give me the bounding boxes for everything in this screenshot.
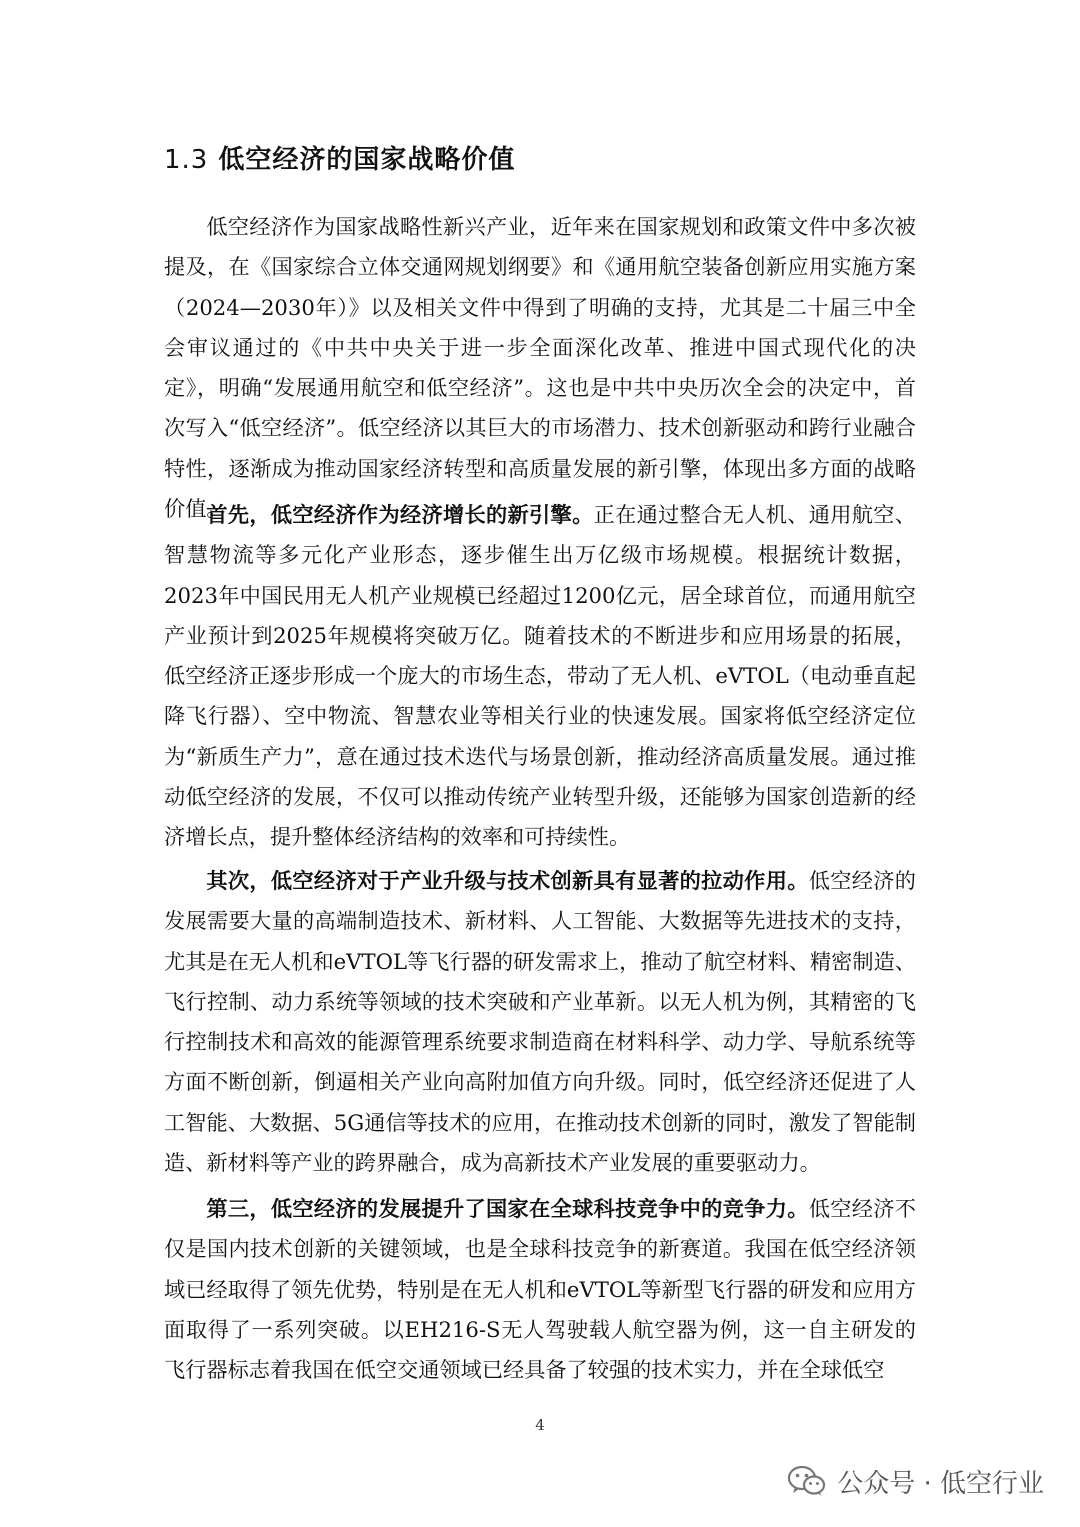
paragraph-text: 低空经济不仅是国内技术创新的关键领域，也是全球科技竞争的新赛道。我国在低空经济领域已经取得了领先优势，特别是在无人机和eVTOL等新型飞行器的研发和应用方面取得了一系列突破。以EH216-S无人驾驶载人航空器为例，这一自主研发的飞行器标志着我国在低空交通领域已经具备了较强的技术实力，并在全球低空: [164, 1196, 916, 1383]
paragraph-text: 正在通过整合无人机、通用航空、智慧物流等多元化产业形态，逐步催生出万亿级市场规模。根据统计数据，2023年中国民用无人机产业规模已经超过1200亿元，居全球首位，而通用航空产业预计到2025年规模将突破万亿。随着技术的不断进步和应用场景的拓展，低空经济正逐步形成一个庞大的市场生态，带动了无人机、eVTOL（电动垂直起降飞行器）、空中物流、智慧农业等相关行业的快速发展。国家将低空经济定位为“新质生产力”，意在通过技术迭代与场景创新，推动经济高质量发展。通过推动低空经济的发展，不仅可以推动传统产业转型升级，还能够为国家创造新的经济增长点，提升整体经济结构的效率和可持续性。: [164, 502, 916, 850]
paragraph-lead: 首先，低空经济作为经济增长的新引擎。: [206, 502, 594, 527]
paragraph-intro: [164, 207, 916, 529]
paragraph-second-point: [164, 861, 916, 1183]
paragraph-text: 低空经济作为国家战略性新兴产业，近年来在国家规划和政策文件中多次被提及，在《国家综合立体交通网规划纲要》和《通用航空装备创新应用实施方案（2024—2030年）》以及相关文件中得到了明确的支持，尤其是二十届三中全会审议通过的《中共中央关于进一步全面深化改革、推进中国式现代化的决定》，明确“发展通用航空和低空经济”。这也是中共中央历次全会的决定中，首次写入“低空经济”。低空经济以其巨大的市场潜力、技术创新驱动和跨行业融合特性，逐渐成为推动国家经济转型和高质量发展的新引擎，体现出多方面的战略价值。: [164, 214, 916, 522]
paragraph-lead: 其次，低空经济对于产业升级与技术创新具有显著的拉动作用。: [206, 868, 809, 893]
page-number: 4: [535, 1416, 545, 1434]
paragraph-text: 低空经济的发展需要大量的高端制造技术、新材料、人工智能、大数据等先进技术的支持，尤其是在无人机和eVTOL等飞行器的研发需求上，推动了航空材料、精密制造、飞行控制、动力系统等领域的技术突破和产业革新。以无人机为例，其精密的飞行控制技术和高效的能源管理系统要求制造商在材料科学、动力学、导航系统等方面不断创新，倒逼相关产业向高附加值方向升级。同时，低空经济还促进了人工智能、大数据、5G通信等技术的应用，在推动技术创新的同时，激发了智能制造、新材料等产业的跨界融合，成为高新技术产业发展的重要驱动力。: [164, 868, 916, 1176]
section-heading: [164, 142, 515, 178]
section-title: 低空经济的国家战略价值: [218, 145, 516, 175]
watermark-text: 公众号 · 低空行业: [837, 1468, 1044, 1499]
paragraph-first-point: [164, 495, 916, 858]
wechat-icon: [787, 1464, 827, 1498]
watermark: [787, 1463, 1044, 1499]
paragraph-lead: 第三，低空经济的发展提升了国家在全球科技竞争中的竞争力。: [206, 1196, 809, 1221]
paragraph-third-point: [164, 1189, 916, 1390]
section-number: 1.3: [164, 145, 209, 175]
